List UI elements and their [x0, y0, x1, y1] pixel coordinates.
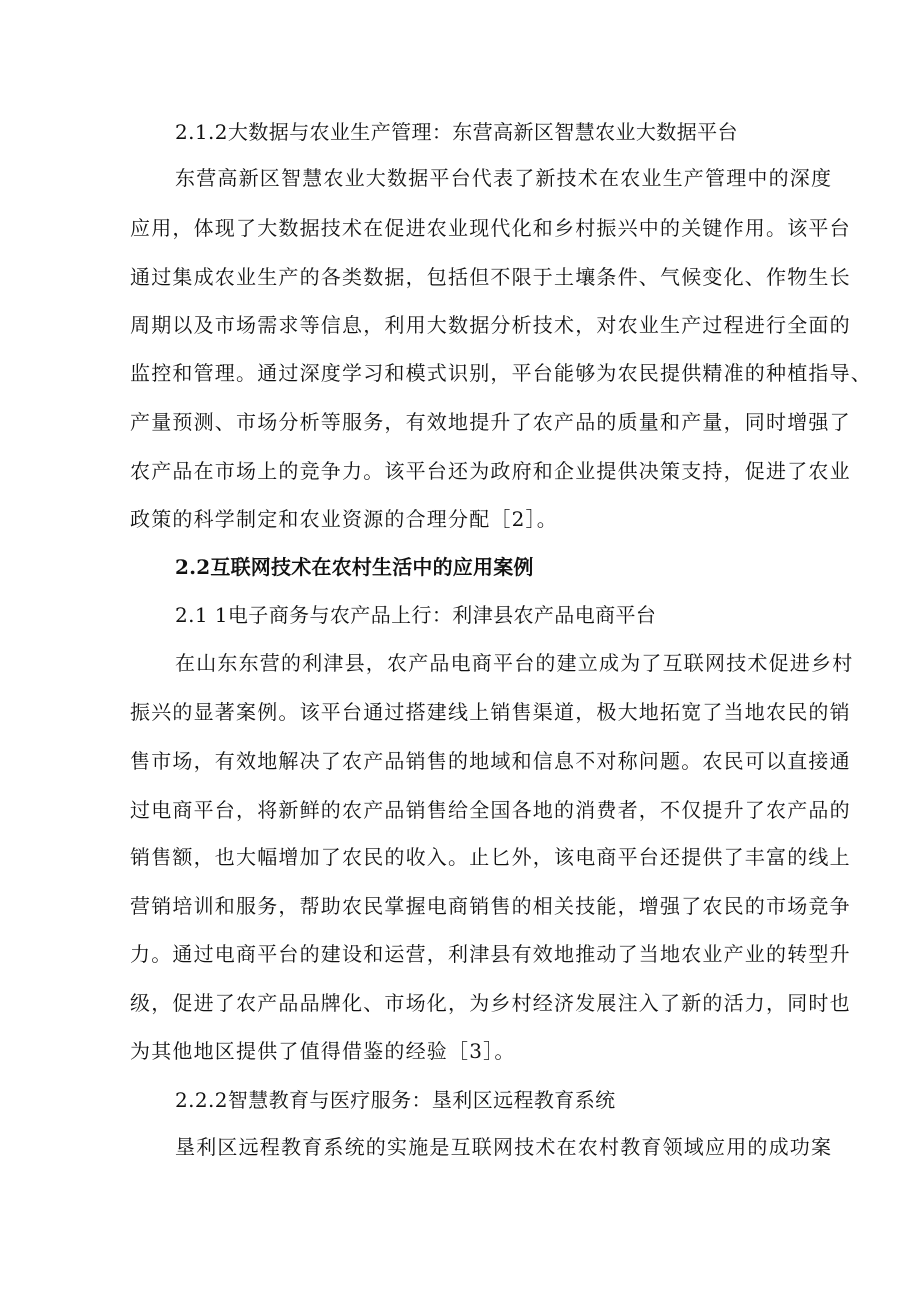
- paragraph-line: 应用，体现了大数据技术在促进农业现代化和乡村振兴中的关键作用。该平台: [130, 216, 851, 240]
- paragraph-line: 级，促进了农产品品牌化、市场化，为乡村经济发展注入了新的活力，同时也: [130, 991, 851, 1015]
- paragraph-line: 力。通过电商平台的建设和运营，利津县有效地推动了当地农业产业的转型升: [130, 942, 851, 966]
- section-2-2-1-heading: 2.1 1电子商务与农产品上行：利津县农产品电商平台: [175, 603, 657, 627]
- paragraph-line: 过电商平台，将新鲜的农产品销售给全国各地的消费者，不仅提升了农产品的: [130, 798, 851, 822]
- paragraph-line: 在山东东营的利津县，农产品电商平台的建立成为了互联网技术促进乡村: [175, 651, 854, 675]
- paragraph-line: 政策的科学制定和农业资源的合理分配［2］。: [130, 507, 558, 531]
- section-2-2-2-heading: 2.2.2智慧教育与医疗服务：垦利区远程教育系统: [175, 1088, 616, 1112]
- paragraph-line: 营销培训和服务，帮助农民掌握电商销售的相关技能，增强了农民的市场竞争: [130, 894, 851, 918]
- paragraph-line: 监控和管理。通过深度学习和模式识别，平台能够为农民提供精准的种植指导、: [130, 361, 872, 385]
- paragraph-line: 周期以及市场需求等信息，利用大数据分析技术，对农业生产过程进行全面的: [130, 313, 851, 337]
- section-2-2-heading: 2.2互联网技术在农村生活中的应用案例: [175, 555, 534, 579]
- paragraph-line: 销售额，也大幅增加了农民的收入。止匕外，该电商平台还提供了丰富的线上: [130, 845, 851, 869]
- paragraph-line: 为其他地区提供了值得借鉴的经验［3］。: [130, 1039, 516, 1063]
- paragraph-line: 振兴的显著案例。该平台通过搭建线上销售渠道，极大地拓宽了当地农民的销: [130, 700, 851, 724]
- paragraph-line: 售市场，有效地解决了农产品销售的地域和信息不对称问题。农民可以直接通: [130, 749, 851, 773]
- section-2-1-2-heading: 2.1.2大数据与农业生产管理：东营高新区智慧农业大数据平台: [175, 120, 738, 144]
- paragraph-line: 东营高新区智慧农业大数据平台代表了新技术在农业生产管理中的深度: [175, 166, 833, 190]
- paragraph-line: 垦利区远程教育系统的实施是互联网技术在农村教育领域应用的成功案: [175, 1135, 833, 1159]
- paragraph-line: 产量预测、市场分析等服务，有效地提升了农产品的质量和产量，同时增强了: [130, 410, 851, 434]
- paragraph-line: 农产品在市场上的竞争力。该平台还为政府和企业提供决策支持，促进了农业: [130, 459, 851, 483]
- paragraph-line: 通过集成农业生产的各类数据，包括但不限于土壤条件、气候变化、作物生长: [130, 265, 851, 289]
